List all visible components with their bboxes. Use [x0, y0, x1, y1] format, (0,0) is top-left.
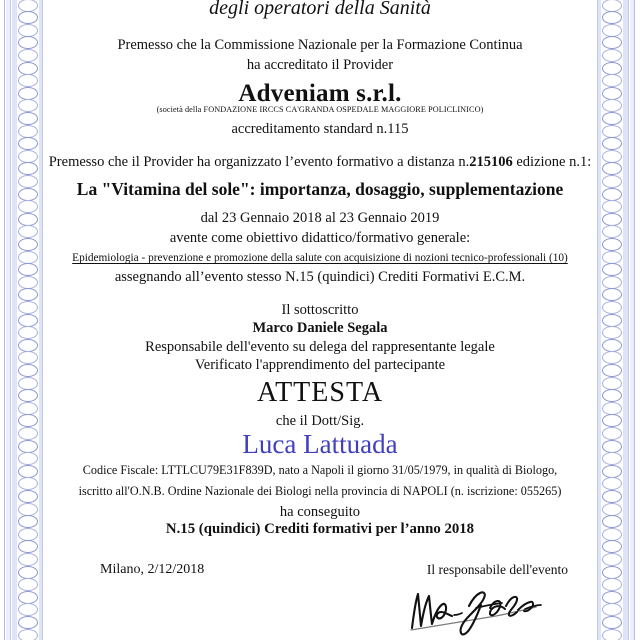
border-oval	[18, 515, 38, 528]
border-oval	[602, 301, 622, 314]
border-oval	[18, 213, 38, 226]
border-oval	[18, 440, 38, 453]
border-oval	[602, 603, 622, 616]
border-oval	[18, 225, 38, 238]
border-oval	[18, 263, 38, 276]
border-oval	[602, 213, 622, 226]
border-oval	[18, 566, 38, 579]
signer-role-line-1: Responsabile dell'evento su delega del rappresentante legale	[145, 339, 495, 355]
border-oval	[602, 490, 622, 503]
border-oval	[602, 125, 622, 138]
border-oval	[18, 301, 38, 314]
border-oval	[602, 99, 622, 112]
provider-subtitle: (società della FONDAZIONE IRCCS CA'GRANDA OSPEDALE MAGGIORE POLICLINICO)	[156, 105, 484, 114]
border-guilloche-chain	[601, 0, 623, 640]
border-oval	[602, 288, 622, 301]
border-oval	[18, 377, 38, 390]
border-oval	[18, 389, 38, 402]
border-oval	[18, 477, 38, 490]
border-oval	[602, 74, 622, 87]
border-oval	[602, 137, 622, 150]
border-oval	[18, 553, 38, 566]
event-title: La "Vitamina del sole": importanza, dosaggio, supplementazione	[76, 179, 564, 199]
border-oval	[602, 389, 622, 402]
border-oval	[18, 414, 38, 427]
border-oval	[18, 11, 38, 24]
attesta-heading: ATTESTA	[256, 377, 384, 408]
border-oval	[602, 326, 622, 339]
border-oval	[602, 24, 622, 37]
place-and-date: Milano, 2/12/2018	[100, 562, 205, 577]
border-oval	[18, 288, 38, 301]
border-oval	[18, 137, 38, 150]
border-oval	[602, 188, 622, 201]
border-oval	[602, 377, 622, 390]
border-oval	[18, 62, 38, 75]
border-oval	[18, 452, 38, 465]
border-oval	[602, 465, 622, 478]
recipient-name: Luca Lattuada	[242, 429, 398, 459]
border-oval	[602, 515, 622, 528]
border-oval	[602, 402, 622, 415]
responsible-label: Il responsabile dell'evento	[426, 562, 568, 577]
border-oval	[602, 540, 622, 553]
border-oval	[18, 150, 38, 163]
border-oval	[18, 162, 38, 175]
event-dates: dal 23 Gennaio 2018 al 23 Gennaio 2019	[200, 210, 440, 226]
border-oval	[602, 427, 622, 440]
header-cutoff-line: degli operatori della Sanità	[209, 0, 431, 19]
border-oval	[18, 125, 38, 138]
border-oval	[18, 251, 38, 264]
border-oval	[602, 162, 622, 175]
border-oval	[18, 314, 38, 327]
border-oval	[18, 238, 38, 251]
event-code: 215106	[469, 154, 513, 170]
border-oval	[602, 351, 622, 364]
credits-obtained: N.15 (quindici) Crediti formativi per l’anno 2018	[165, 521, 475, 537]
border-oval	[602, 364, 622, 377]
border-oval	[602, 62, 622, 75]
che-il-label: che il Dott/Sig.	[275, 413, 365, 429]
border-oval	[602, 238, 622, 251]
premessa-2-suffix: edizione n.1:	[512, 154, 592, 170]
border-oval	[602, 616, 622, 629]
border-oval	[18, 503, 38, 516]
border-oval	[602, 440, 622, 453]
border-oval	[18, 351, 38, 364]
border-oval	[18, 87, 38, 100]
border-oval	[18, 24, 38, 37]
border-oval	[602, 503, 622, 516]
recipient-details-line-1: Codice Fiscale: LTTLCU79E31F839D, nato a Napoli il giorno 31/05/1979, in qualità di Biologo,	[82, 463, 558, 477]
border-oval	[18, 364, 38, 377]
premessa-line-1: Premesso che la Commissione Nazionale per la Formazione Continua	[117, 37, 523, 53]
border-oval	[602, 251, 622, 264]
border-oval	[602, 553, 622, 566]
signer-name: Marco Daniele Segala	[252, 320, 388, 336]
border-oval	[18, 578, 38, 591]
border-oval	[18, 465, 38, 478]
signer-role-line-2: Verificato l'apprendimento del partecipante	[194, 357, 446, 373]
border-oval	[18, 629, 38, 640]
border-oval	[18, 36, 38, 49]
border-oval	[602, 528, 622, 541]
border-line-inner	[10, 0, 11, 640]
decorative-border-left	[0, 0, 44, 640]
border-oval	[18, 175, 38, 188]
border-oval	[18, 427, 38, 440]
border-oval	[18, 276, 38, 289]
border-oval	[602, 225, 622, 238]
border-oval	[602, 49, 622, 62]
border-line-inner	[628, 0, 629, 640]
decorative-border-right	[596, 0, 640, 640]
border-oval	[602, 314, 622, 327]
border-oval	[602, 36, 622, 49]
border-oval	[18, 490, 38, 503]
border-oval	[18, 603, 38, 616]
ha-conseguito-label: ha conseguito	[279, 504, 361, 520]
certificate-content	[44, 0, 596, 640]
border-oval	[18, 112, 38, 125]
border-oval	[18, 99, 38, 112]
handwritten-signature-icon	[406, 582, 556, 638]
provider-name: Adveniam s.r.l.	[238, 80, 402, 107]
recipient-details-line-2: iscritto all'O.N.B. Ordine Nazionale dei Biologi nella provincia di NAPOLI (n. iscrizione: 055265)	[78, 484, 562, 498]
accreditation-standard: accreditamento standard n.115	[231, 121, 409, 137]
border-oval	[602, 414, 622, 427]
border-oval	[602, 629, 622, 640]
signer-intro: Il sottoscritto	[281, 302, 359, 318]
border-oval	[602, 263, 622, 276]
border-oval	[18, 528, 38, 541]
border-oval	[602, 591, 622, 604]
border-oval	[602, 150, 622, 163]
border-guilloche-chain	[17, 0, 39, 640]
border-oval	[602, 175, 622, 188]
border-oval	[602, 0, 622, 12]
border-oval	[18, 200, 38, 213]
credits-assigned: assegnando all’evento stesso N.15 (quindici) Crediti Formativi E.C.M.	[114, 269, 526, 285]
footer-row	[44, 562, 596, 582]
border-oval	[18, 49, 38, 62]
border-line-edge	[42, 0, 43, 640]
border-oval	[602, 11, 622, 24]
border-oval	[602, 477, 622, 490]
border-oval	[18, 339, 38, 352]
border-oval	[18, 0, 38, 12]
border-oval	[18, 402, 38, 415]
border-oval	[602, 276, 622, 289]
border-oval	[18, 540, 38, 553]
border-oval	[18, 74, 38, 87]
border-oval	[602, 339, 622, 352]
objective-intro: avente come obiettivo didattico/formativo generale:	[169, 230, 471, 246]
border-oval	[18, 616, 38, 629]
objective-text-wrapper	[44, 252, 596, 264]
border-oval	[602, 87, 622, 100]
premessa-2-line	[44, 155, 596, 171]
premessa-line-2: ha accreditato il Provider	[246, 57, 394, 73]
border-oval	[18, 188, 38, 201]
border-oval	[602, 566, 622, 579]
border-line-outer	[634, 0, 635, 640]
border-oval	[602, 452, 622, 465]
premessa-2-prefix: Premesso che il Provider ha organizzato l’evento formativo a distanza n.	[48, 154, 470, 170]
objective-text: Epidemiologia - prevenzione e promozione della salute con acquisizione di nozioni tecnico-professionali (10)	[72, 252, 568, 264]
border-line-outer	[4, 0, 5, 640]
border-oval	[602, 578, 622, 591]
border-oval	[602, 200, 622, 213]
border-oval	[18, 591, 38, 604]
border-oval	[602, 112, 622, 125]
border-oval	[18, 326, 38, 339]
